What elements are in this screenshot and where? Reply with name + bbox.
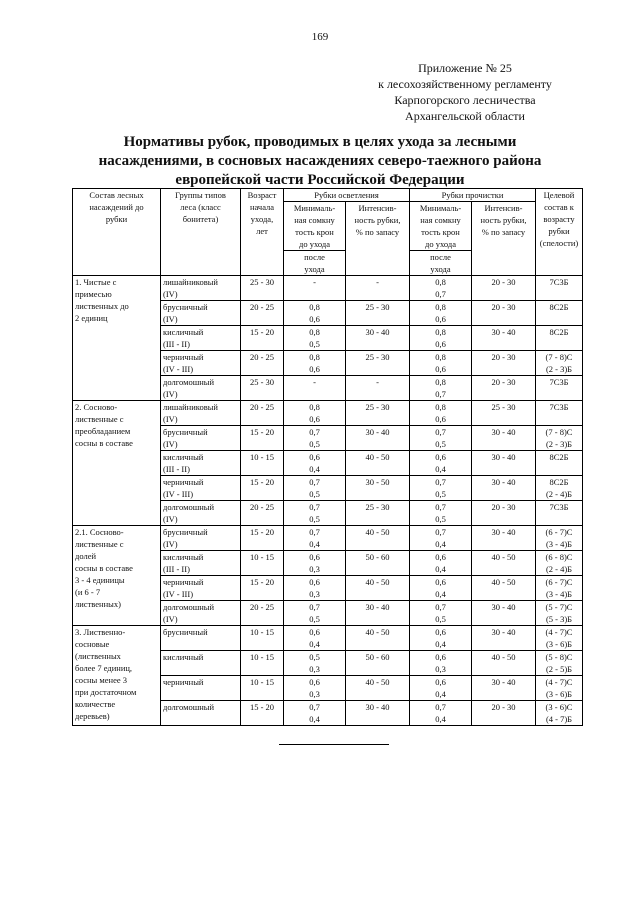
cleaning-intensity-cell: 25 - 30 [472, 401, 536, 426]
target-composition-cell: 7С3Б [536, 401, 583, 426]
cleaning-closure-cell: 0,7 0,4 [410, 701, 472, 726]
lightening-intensity-cell: 30 - 40 [346, 426, 410, 451]
header-target: Целевой состав к возрасту рубки (спелости) [536, 189, 583, 276]
cleaning-intensity-cell: 20 - 30 [472, 301, 536, 326]
cleaning-closure-cell: 0,6 0,4 [410, 576, 472, 601]
cleaning-closure-cell: 0,7 0,5 [410, 501, 472, 526]
group-label-line: сосны в составе [75, 438, 133, 448]
lightening-intensity-cell: 30 - 40 [346, 701, 410, 726]
group-label-cell [73, 276, 161, 401]
group-label-cell [73, 626, 161, 726]
cleaning-closure-cell: 0,6 0,4 [410, 451, 472, 476]
age-cell: 20 - 25 [241, 301, 284, 326]
header-age: Возраст начала ухода, лет [241, 189, 284, 276]
lightening-intensity-cell: - [346, 376, 410, 401]
target-composition-cell: (6 - 7)С (3 - 4)Б [536, 576, 583, 601]
group-label-cell [73, 526, 161, 626]
target-composition-cell: (5 - 8)С (2 - 5)Б [536, 651, 583, 676]
lightening-intensity-cell: 40 - 50 [346, 526, 410, 551]
age-cell: 10 - 15 [241, 651, 284, 676]
group-label-line: лиственных до [75, 301, 129, 311]
age-cell: 20 - 25 [241, 401, 284, 426]
age-cell: 10 - 15 [241, 451, 284, 476]
header-min-closure: Минималь- ная сомкну тость крон до ухода [410, 202, 472, 251]
group-label-cell [73, 401, 161, 526]
cleaning-intensity-cell: 40 - 50 [472, 576, 536, 601]
age-cell: 15 - 20 [241, 426, 284, 451]
cleaning-intensity-cell: 30 - 40 [472, 526, 536, 551]
table-row [73, 626, 583, 651]
cleaning-intensity-cell: 30 - 40 [472, 476, 536, 501]
forest-type-cell: долгомошный (IV) [161, 376, 241, 401]
forest-type-cell: кисличный [161, 651, 241, 676]
header-intensity: Интенсив- ность рубки, % по запасу [472, 202, 536, 276]
lightening-intensity-cell: 25 - 30 [346, 501, 410, 526]
target-composition-cell: 7С3Б [536, 276, 583, 301]
cleaning-closure-cell: 0,6 0,4 [410, 626, 472, 651]
forest-type-cell: лишайниковый (IV) [161, 401, 241, 426]
forest-type-cell: черничный (IV - III) [161, 476, 241, 501]
cleaning-intensity-cell: 30 - 40 [472, 601, 536, 626]
header-intensity: Интенсив- ность рубки, % по запасу [346, 202, 410, 276]
forest-type-cell: долгомошный [161, 701, 241, 726]
cleaning-intensity-cell: 40 - 50 [472, 651, 536, 676]
target-composition-cell: 8С2Б (2 - 4)Б [536, 476, 583, 501]
cleaning-closure-cell: 0,7 0,5 [410, 426, 472, 451]
age-cell: 25 - 30 [241, 276, 284, 301]
target-composition-cell: (3 - 6)С (4 - 7)Б [536, 701, 583, 726]
cleaning-closure-cell: 0,8 0,6 [410, 301, 472, 326]
header-after: после ухода [284, 251, 346, 276]
group-label-line: при достаточном [75, 687, 137, 697]
group-label-line: более 7 единиц, [75, 663, 133, 673]
cleaning-intensity-cell: 30 - 40 [472, 451, 536, 476]
forest-type-cell: брусничный [161, 626, 241, 651]
target-composition-cell: 8С2Б [536, 451, 583, 476]
group-label-line: деревьев) [75, 711, 110, 721]
title-line: Нормативы рубок, проводимых в целях ухода за лесными [123, 134, 517, 150]
lightening-intensity-cell: 50 - 60 [346, 651, 410, 676]
appendix-line: Архангельской области [405, 109, 525, 123]
cleaning-intensity-cell: 40 - 50 [472, 551, 536, 576]
age-cell: 10 - 15 [241, 551, 284, 576]
forest-type-cell: кисличный (III - II) [161, 451, 241, 476]
appendix-line: Приложение № 25 [418, 61, 512, 75]
group-label-line: 2. Сосново- [75, 402, 118, 412]
target-composition-cell: (7 - 8)С (2 - 3)Б [536, 351, 583, 376]
age-cell: 20 - 25 [241, 351, 284, 376]
cleaning-closure-cell: 0,6 0,4 [410, 676, 472, 701]
title-line: европейской части Российской Федерации [175, 172, 465, 188]
lightening-closure-cell: 0,8 0,6 [284, 351, 346, 376]
group-label-line: (лиственных [75, 651, 121, 661]
signature-line [279, 744, 389, 745]
header-forest-type: Группы типов леса (класс бонитета) [161, 189, 241, 276]
header-row-1 [73, 189, 583, 202]
lightening-intensity-cell: 40 - 50 [346, 626, 410, 651]
table-row [73, 276, 583, 301]
group-label-line: сосны менее 3 [75, 675, 128, 685]
cleaning-intensity-cell: 20 - 30 [472, 501, 536, 526]
cleaning-closure-cell: 0,8 0,6 [410, 326, 472, 351]
cleaning-intensity-cell: 20 - 30 [472, 276, 536, 301]
lightening-intensity-cell: 25 - 30 [346, 351, 410, 376]
lightening-closure-cell: 0,7 0,5 [284, 501, 346, 526]
target-composition-cell: 7С3Б [536, 501, 583, 526]
group-label-line: 1. Чистые с [75, 277, 117, 287]
forest-type-cell: брусничный (IV) [161, 526, 241, 551]
header-min-closure: Минималь- ная сомкну тость крон до ухода [284, 202, 346, 251]
cleaning-closure-cell: 0,8 0,6 [410, 401, 472, 426]
lightening-intensity-cell: 50 - 60 [346, 551, 410, 576]
lightening-intensity-cell: 30 - 40 [346, 326, 410, 351]
group-label-line: лиственные с [75, 414, 124, 424]
title-line: насаждениями, в сосновых насаждениях северо-таежного района [98, 153, 542, 169]
norms-table [72, 188, 583, 726]
lightening-closure-cell: - [284, 376, 346, 401]
cleaning-closure-cell: 0,6 0,3 [410, 651, 472, 676]
target-composition-cell: (6 - 7)С (3 - 4)Б [536, 526, 583, 551]
lightening-closure-cell: 0,7 0,5 [284, 601, 346, 626]
cleaning-closure-cell: 0,7 0,5 [410, 601, 472, 626]
group-label-line: сосновые [75, 639, 110, 649]
lightening-closure-cell: 0,8 0,5 [284, 326, 346, 351]
age-cell: 20 - 25 [241, 601, 284, 626]
age-cell: 15 - 20 [241, 701, 284, 726]
target-composition-cell: 8С2Б [536, 326, 583, 351]
group-label-line: 2 единиц [75, 313, 108, 323]
lightening-closure-cell: 0,6 0,4 [284, 451, 346, 476]
lightening-closure-cell: 0,8 0,6 [284, 401, 346, 426]
age-cell: 10 - 15 [241, 626, 284, 651]
group-label-line: лиственных) [75, 599, 121, 609]
age-cell: 15 - 20 [241, 476, 284, 501]
header-after: после ухода [410, 251, 472, 276]
lightening-intensity-cell: 40 - 50 [346, 451, 410, 476]
cleaning-closure-cell: 0,8 0,7 [410, 376, 472, 401]
forest-type-cell: кисличный (III - II) [161, 551, 241, 576]
table-row [73, 526, 583, 551]
lightening-closure-cell: 0,8 0,6 [284, 301, 346, 326]
age-cell: 15 - 20 [241, 326, 284, 351]
group-label-line: долей [75, 551, 97, 561]
lightening-closure-cell: 0,5 0,3 [284, 651, 346, 676]
appendix-heading [340, 60, 590, 124]
group-label-line: 3 - 4 единицы [75, 575, 125, 585]
age-cell: 25 - 30 [241, 376, 284, 401]
cleaning-closure-cell: 0,8 0,7 [410, 276, 472, 301]
lightening-closure-cell: 0,6 0,3 [284, 676, 346, 701]
group-label-line: сосны в составе [75, 563, 133, 573]
forest-type-cell: долгомошный (IV) [161, 501, 241, 526]
group-label-line: лиственные с [75, 539, 124, 549]
lightening-closure-cell: 0,7 0,4 [284, 526, 346, 551]
lightening-closure-cell: 0,7 0,5 [284, 476, 346, 501]
table-body [73, 276, 583, 726]
lightening-intensity-cell: 40 - 50 [346, 576, 410, 601]
forest-type-cell: брусничный (IV) [161, 426, 241, 451]
forest-type-cell: кисличный (III - II) [161, 326, 241, 351]
table-row [73, 401, 583, 426]
page-number: 169 [311, 31, 329, 43]
target-composition-cell: (7 - 8)С (2 - 3)Б [536, 426, 583, 451]
forest-type-cell: долгомошный (IV) [161, 601, 241, 626]
target-composition-cell: (4 - 7)С (3 - 6)Б [536, 676, 583, 701]
age-cell: 15 - 20 [241, 576, 284, 601]
group-label-line: преобладанием [75, 426, 131, 436]
age-cell: 10 - 15 [241, 676, 284, 701]
target-composition-cell: 8С2Б [536, 301, 583, 326]
cleaning-closure-cell: 0,7 0,4 [410, 526, 472, 551]
target-composition-cell: (6 - 8)С (2 - 4)Б [536, 551, 583, 576]
lightening-intensity-cell: 40 - 50 [346, 676, 410, 701]
cleaning-intensity-cell: 30 - 40 [472, 626, 536, 651]
lightening-closure-cell: 0,7 0,4 [284, 701, 346, 726]
lightening-intensity-cell: 25 - 30 [346, 301, 410, 326]
document-title [60, 133, 580, 190]
target-composition-cell: (4 - 7)С (3 - 6)Б [536, 626, 583, 651]
cleaning-intensity-cell: 20 - 30 [472, 351, 536, 376]
appendix-line: Карпогорского лесничества [394, 93, 536, 107]
age-cell: 15 - 20 [241, 526, 284, 551]
target-composition-cell: (5 - 7)С (5 - 3)Б [536, 601, 583, 626]
lightening-closure-cell: 0,7 0,5 [284, 426, 346, 451]
lightening-intensity-cell: - [346, 276, 410, 301]
lightening-closure-cell: 0,6 0,3 [284, 551, 346, 576]
forest-type-cell: черничный (IV - III) [161, 351, 241, 376]
cleaning-closure-cell: 0,6 0,4 [410, 551, 472, 576]
target-composition-cell: 7С3Б [536, 376, 583, 401]
lightening-intensity-cell: 30 - 40 [346, 601, 410, 626]
lightening-closure-cell: 0,6 0,4 [284, 626, 346, 651]
group-label-line: 2.1. Сосново- [75, 527, 124, 537]
header-cleaning: Рубки прочистки [410, 189, 536, 202]
cleaning-intensity-cell: 30 - 40 [472, 426, 536, 451]
lightening-closure-cell: 0,6 0,3 [284, 576, 346, 601]
lightening-intensity-cell: 30 - 50 [346, 476, 410, 501]
cleaning-intensity-cell: 20 - 30 [472, 701, 536, 726]
group-label-line: (и 6 - 7 [75, 587, 101, 597]
cleaning-intensity-cell: 30 - 40 [472, 676, 536, 701]
cleaning-closure-cell: 0,8 0,6 [410, 351, 472, 376]
forest-type-cell: брусничный (IV) [161, 301, 241, 326]
cleaning-closure-cell: 0,7 0,5 [410, 476, 472, 501]
cleaning-intensity-cell: 30 - 40 [472, 326, 536, 351]
appendix-line: к лесохозяйственному регламенту [378, 77, 552, 91]
age-cell: 20 - 25 [241, 501, 284, 526]
lightening-intensity-cell: 25 - 30 [346, 401, 410, 426]
lightening-closure-cell: - [284, 276, 346, 301]
group-label-line: 3. Лиственно- [75, 627, 126, 637]
forest-type-cell: черничный [161, 676, 241, 701]
header-composition: Состав лесных насаждений до рубки [73, 189, 161, 276]
forest-type-cell: черничный (IV - III) [161, 576, 241, 601]
header-lightening: Рубки осветления [284, 189, 410, 202]
group-label-line: количестве [75, 699, 116, 709]
forest-type-cell: лишайниковый (IV) [161, 276, 241, 301]
group-label-line: примесью [75, 289, 112, 299]
cleaning-intensity-cell: 20 - 30 [472, 376, 536, 401]
